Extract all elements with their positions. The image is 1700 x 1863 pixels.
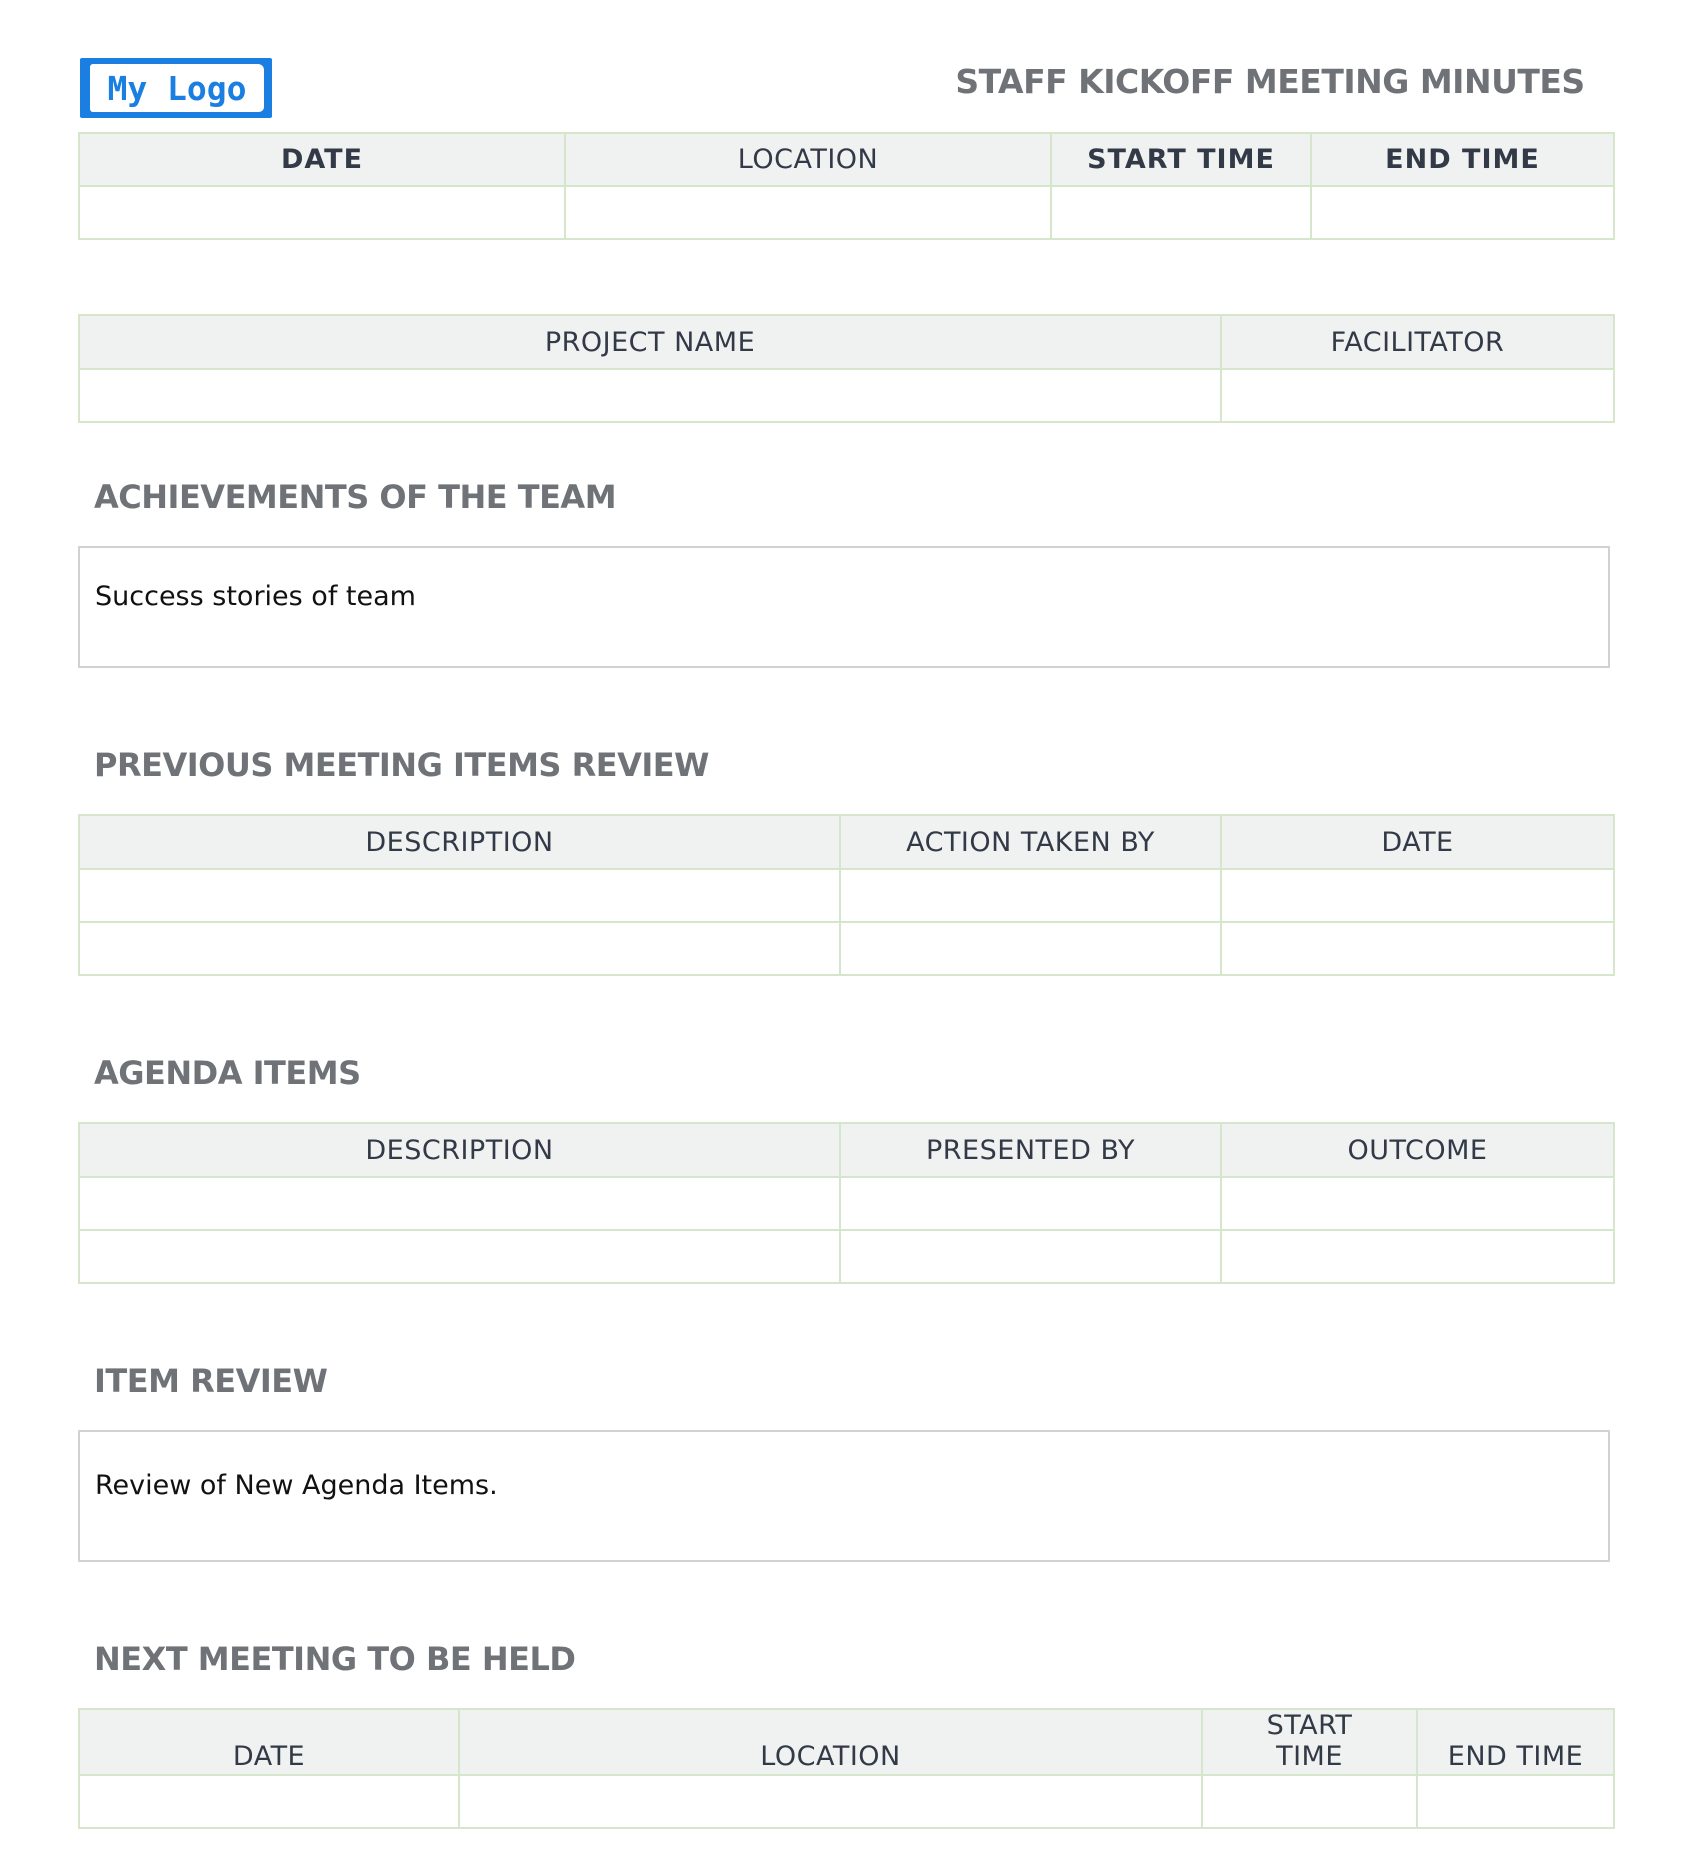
meeting-info-table <box>78 132 1615 240</box>
table-cell[interactable] <box>840 1177 1221 1230</box>
location-cell[interactable] <box>565 186 1051 239</box>
header-outcome: OUTCOME <box>1221 1123 1614 1177</box>
header-date: DATE <box>79 1709 459 1775</box>
table-cell[interactable] <box>840 1230 1221 1283</box>
start-time-cell[interactable] <box>1202 1775 1417 1828</box>
date-cell[interactable] <box>79 1775 459 1828</box>
header-action-taken-by: ACTION TAKEN BY <box>840 815 1221 869</box>
facilitator-cell[interactable] <box>1221 369 1614 422</box>
end-time-cell[interactable] <box>1417 1775 1614 1828</box>
table-cell[interactable] <box>1221 1177 1614 1230</box>
table-cell[interactable] <box>79 1230 840 1283</box>
start-time-cell[interactable] <box>1051 186 1311 239</box>
table-cell[interactable] <box>840 922 1221 975</box>
header-location: LOCATION <box>565 133 1051 186</box>
header-presented-by: PRESENTED BY <box>840 1123 1221 1177</box>
header-date: DATE <box>1221 815 1614 869</box>
end-time-cell[interactable] <box>1311 186 1614 239</box>
project-info-table <box>78 314 1615 423</box>
logo <box>80 58 272 118</box>
header-end-time: END TIME <box>1311 133 1614 186</box>
achievements-title: ACHIEVEMENTS OF THE TEAM <box>94 478 617 516</box>
previous-review-table <box>78 814 1615 976</box>
header-project-name: PROJECT NAME <box>79 315 1221 369</box>
header-date: DATE <box>79 133 565 186</box>
header-facilitator: FACILITATOR <box>1221 315 1614 369</box>
table-cell[interactable] <box>1221 1230 1614 1283</box>
table-cell[interactable] <box>1221 922 1614 975</box>
date-cell[interactable] <box>79 186 565 239</box>
header-description: DESCRIPTION <box>79 815 840 869</box>
table-cell[interactable] <box>79 869 840 922</box>
item-review-box[interactable] <box>78 1430 1610 1562</box>
logo-text: My Logo <box>90 64 264 112</box>
agenda-title: AGENDA ITEMS <box>94 1054 361 1092</box>
header-location: LOCATION <box>459 1709 1202 1775</box>
table-cell[interactable] <box>840 869 1221 922</box>
next-meeting-title: NEXT MEETING TO BE HELD <box>94 1640 576 1678</box>
agenda-table <box>78 1122 1615 1284</box>
header-start-time: START TIME <box>1051 133 1311 186</box>
header-end-time: END TIME <box>1417 1709 1614 1775</box>
document-title: STAFF KICKOFF MEETING MINUTES <box>955 62 1585 101</box>
achievements-text: Success stories of team <box>95 581 416 612</box>
item-review-title: ITEM REVIEW <box>94 1362 328 1400</box>
location-cell[interactable] <box>459 1775 1202 1828</box>
item-review-text: Review of New Agenda Items. <box>95 1470 498 1501</box>
project-name-cell[interactable] <box>79 369 1221 422</box>
table-cell[interactable] <box>79 1177 840 1230</box>
header-start-time: START TIME <box>1202 1709 1417 1775</box>
table-cell[interactable] <box>79 922 840 975</box>
header-description: DESCRIPTION <box>79 1123 840 1177</box>
next-meeting-table <box>78 1708 1615 1829</box>
achievements-box[interactable] <box>78 546 1610 668</box>
table-cell[interactable] <box>1221 869 1614 922</box>
previous-review-title: PREVIOUS MEETING ITEMS REVIEW <box>94 746 709 784</box>
